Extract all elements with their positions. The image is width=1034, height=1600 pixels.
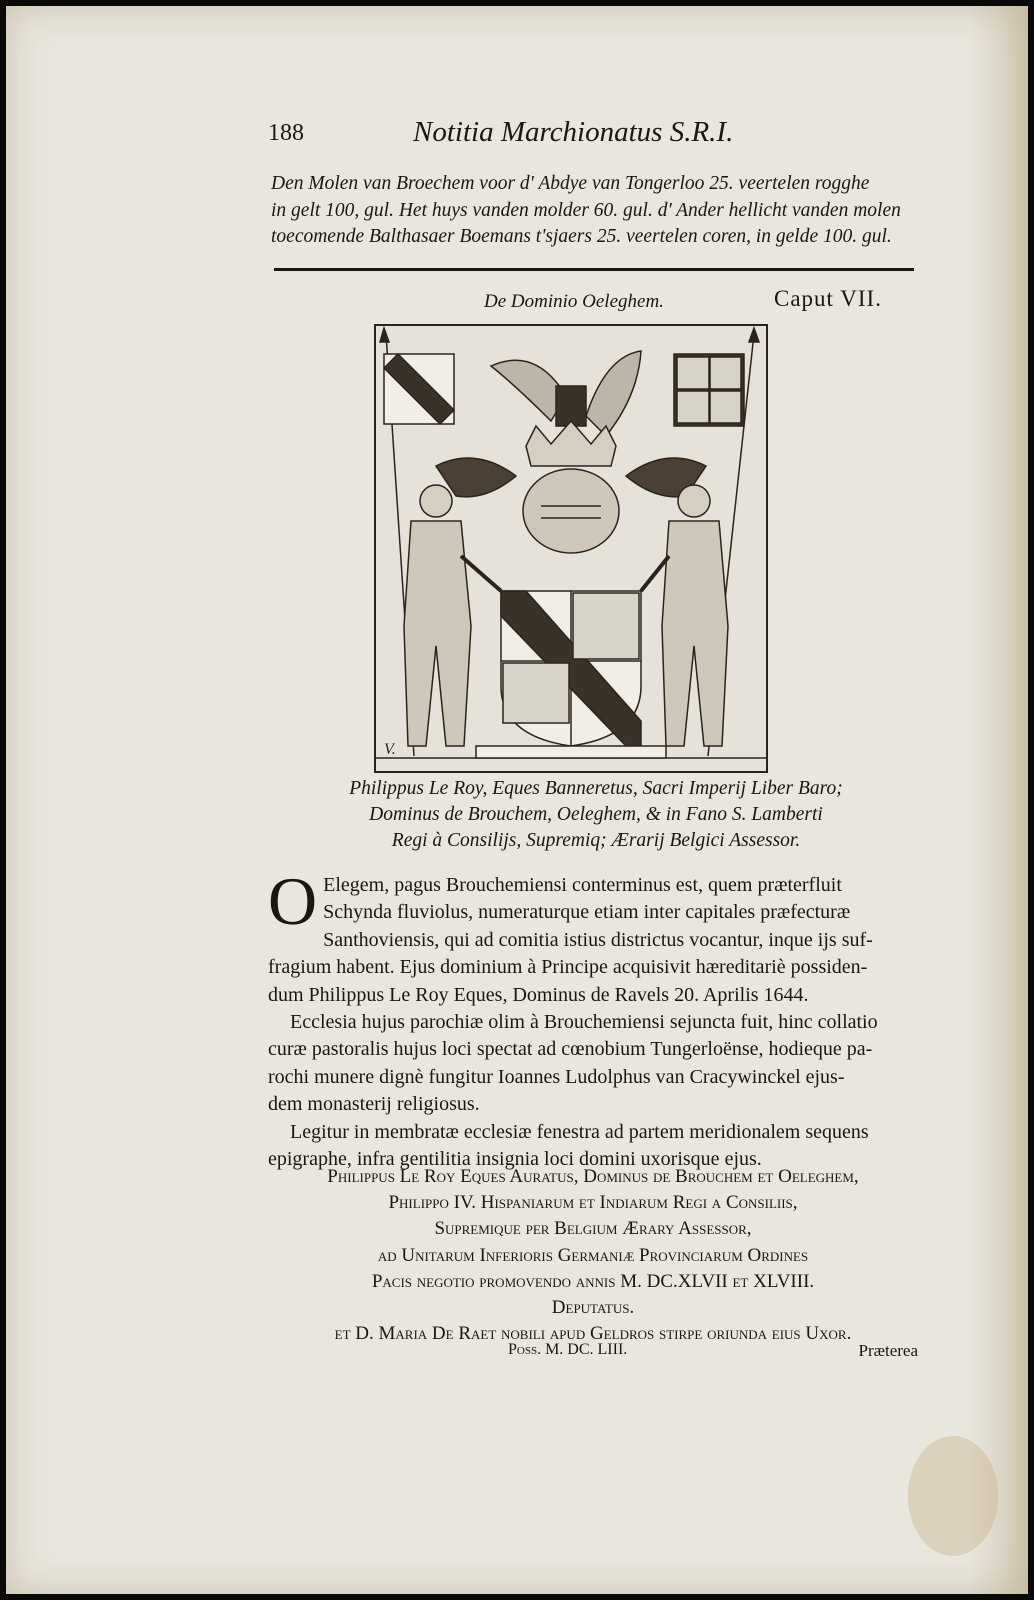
body-line: Elegem, pagus Brouchemiensi conterminus est, quem præterfluit <box>323 874 842 896</box>
inscription-line: Philippus Le Roy Eques Auratus, Dominus de Brouchem et Oeleghem, <box>327 1166 859 1187</box>
body-text <box>268 863 908 1173</box>
page-number: 188 <box>268 120 304 146</box>
caption-line: Regi à Consilijs, Supremiq; Ærarij Belgici Assessor. <box>391 830 801 851</box>
inscription <box>268 1164 918 1347</box>
intro-line: in gelt 100, gul. Het huys vanden molder 60. gul. d' Ander hellicht vanden molen <box>271 199 901 221</box>
inscription-line: Deputatus. <box>551 1297 635 1319</box>
inscription-date: Poss. M. DC. LIII. <box>508 1341 628 1358</box>
page-header <box>268 116 908 156</box>
body-line: Schynda fluviolus, numeraturque etiam inter capitales præfecturæ <box>323 901 851 924</box>
chapter-subtitle: De Dominio Oeleghem. <box>484 291 664 312</box>
body-line: dem monasterij religiosus. <box>268 1093 480 1116</box>
drop-cap: O <box>268 863 318 939</box>
body-line: curæ pastoralis hujus loci spectat ad cœnobium Tungerloënse, hodieque pa- <box>268 1038 873 1061</box>
running-title: Notitia Marchionatus S.R.I. <box>413 116 734 148</box>
body-line: Ecclesia hujus parochiæ olim à Brouchemiensi sejuncta fuit, hinc collatio <box>290 1011 878 1034</box>
inscription-line: ad Unitarum Inferioris Germaniæ Provinciarum Ordines <box>377 1244 809 1266</box>
horizontal-rule <box>274 268 914 271</box>
page-footer <box>268 1341 918 1367</box>
engraving-drawing <box>376 326 766 771</box>
paragraph-1 <box>268 863 908 1009</box>
caption-line: Dominus de Brouchem, Oeleghem, & in Fano S. Lamberti <box>369 804 823 825</box>
intro-line: Den Molen van Broechem voor d' Abdye van Tongerloo 25. veertelen rogghe <box>271 173 870 194</box>
intro-text <box>271 171 911 251</box>
body-line: Santhoviensis, qui ad comitia istius districtus vocantur, inque ijs suf- <box>323 928 873 951</box>
helmet <box>523 469 619 553</box>
engraver-signature: V. <box>384 741 396 758</box>
book-page <box>6 6 1028 1594</box>
engraving-caption <box>276 776 916 854</box>
right-supporter <box>662 521 728 746</box>
inscription-line: et D. Maria De Raet nobili apud Geldros stirpe oriunda eius Uxor. <box>334 1323 852 1345</box>
body-line: rochi munere dignè fungitur Ioannes Ludolphus van Cracywinckel ejus- <box>268 1065 845 1088</box>
chapter-label: Caput VII. <box>774 286 882 311</box>
paragraph-2 <box>268 1009 908 1119</box>
caption-line: Philippus Le Roy, Eques Banneretus, Sacri Imperij Liber Baro; <box>349 778 843 799</box>
paper-stain <box>908 1436 998 1556</box>
body-line: epigraphe, infra gentilitia insignia loci domini uxorisque ejus. <box>268 1148 762 1171</box>
intro-line: toecomende Balthasaer Boemans t'sjaers 25. veertelen coren, in gelde 100. gul. <box>271 226 892 247</box>
left-supporter <box>404 521 471 746</box>
body-line: fragium habent. Ejus dominium à Principe acquisivit hæreditariè possiden- <box>268 956 868 979</box>
inscription-line: Pacis negotio promovendo annis M. DC.XLVII et XLVIII. <box>371 1270 815 1292</box>
catchword: Præterea <box>858 1341 918 1360</box>
right-supporter-head <box>678 485 710 517</box>
coat-of-arms-engraving <box>374 324 768 773</box>
inscription-line: Philippo IV. Hispaniarum et Indiarum Regi a Consiliis, <box>388 1192 798 1214</box>
left-supporter-head <box>420 485 452 517</box>
body-line: dum Philippus Le Roy Eques, Dominus de Ravels 20. Aprilis 1644. <box>268 983 809 1006</box>
inscription-line: Supremique per Belgium Ærary Assessor, <box>434 1218 752 1240</box>
body-line: Legitur in membratæ ecclesiæ fenestra ad partem meridionalem sequens <box>290 1120 869 1143</box>
